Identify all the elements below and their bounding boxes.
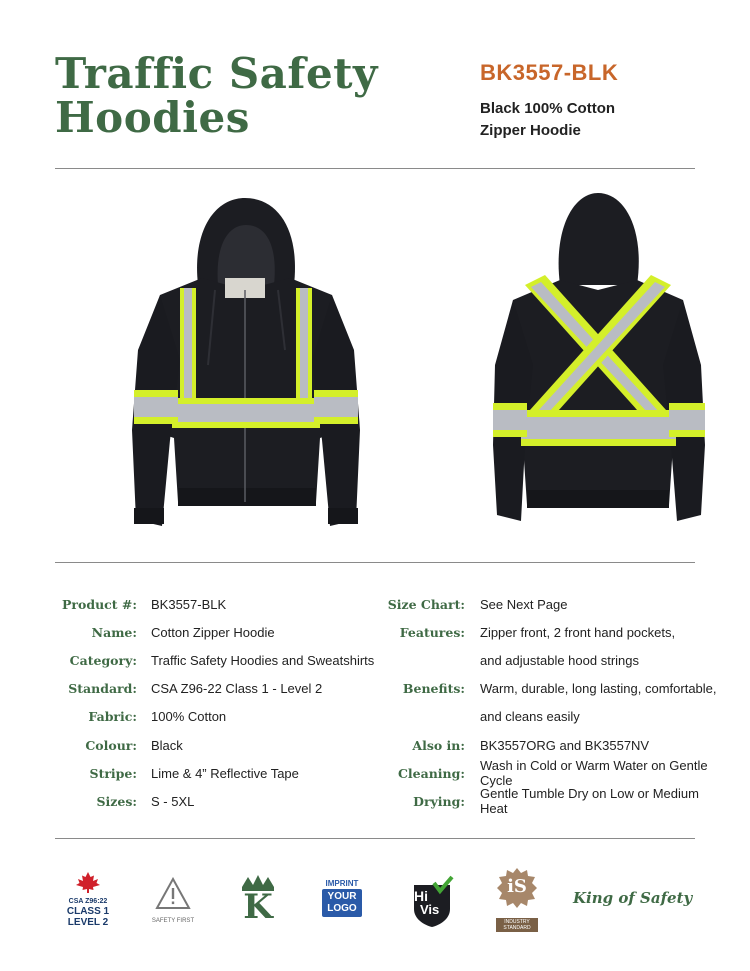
k-letter: K bbox=[243, 887, 273, 927]
title-line-1: Traffic Safety bbox=[55, 49, 378, 98]
logo-text: LOGO bbox=[327, 903, 357, 914]
spec-label-also-in: Also in: bbox=[412, 737, 465, 753]
subtitle-line-1: Black 100% Cotton bbox=[480, 100, 616, 117]
spec-value-features: Zipper front, 2 front hand pockets, bbox=[480, 624, 676, 640]
hi-text: Hi bbox=[414, 888, 428, 904]
product-subtitle bbox=[480, 98, 660, 142]
csa-class-text: CLASS 1 bbox=[66, 906, 110, 917]
specs-right-labels bbox=[370, 590, 465, 816]
spec-label-standard: Standard: bbox=[68, 681, 137, 697]
king-of-safety-wordmark: King of Safety bbox=[573, 889, 693, 907]
spec-label-sizes: Sizes: bbox=[96, 793, 137, 809]
spec-label-size-chart: Size Chart: bbox=[387, 596, 465, 612]
certification-logos bbox=[0, 865, 750, 935]
spec-label-benefits: Benefits: bbox=[402, 681, 465, 697]
specs-right-values bbox=[480, 590, 720, 816]
spec-value-standard: CSA Z96-22 Class 1 - Level 2 bbox=[151, 681, 323, 697]
spec-label-fabric: Fabric: bbox=[88, 709, 137, 725]
industry-text: INDUSTRY bbox=[504, 919, 530, 925]
specs-left-labels bbox=[40, 590, 137, 816]
spec-label-cleaning: Cleaning: bbox=[397, 765, 465, 781]
warning-triangle-icon bbox=[155, 877, 191, 911]
hoodie-back-image bbox=[485, 185, 710, 535]
spec-value-category: Traffic Safety Hoodies and Sweatshirts bbox=[151, 652, 375, 668]
imprint-text: IMPRINT bbox=[325, 879, 359, 888]
your-text: YOUR bbox=[327, 891, 357, 902]
industry-standard-logo bbox=[496, 867, 538, 931]
title-line-2: Hoodies bbox=[55, 93, 250, 142]
spec-label-category: Category: bbox=[69, 652, 137, 668]
spec-value-cleaning: Wash in Cold or Warm Water on Gentle Cycle bbox=[480, 758, 708, 789]
imprint-your-logo bbox=[322, 879, 362, 931]
safety-first-logo bbox=[150, 877, 196, 933]
spec-label-stripe: Stripe: bbox=[89, 765, 137, 781]
specs-left-values bbox=[151, 590, 381, 816]
divider-top bbox=[55, 168, 695, 169]
spec-label-features: Features: bbox=[399, 624, 465, 640]
spec-value-stripe: Lime & 4” Reflective Tape bbox=[151, 765, 299, 781]
spec-value-features-cont: and adjustable hood strings bbox=[480, 652, 640, 668]
spec-value-colour: Black bbox=[151, 737, 183, 753]
spec-label-drying: Drying: bbox=[413, 793, 465, 809]
subtitle-line-2: Zipper Hoodie bbox=[480, 122, 581, 139]
spec-value-product-number: BK3557-BLK bbox=[151, 596, 227, 612]
is-letters: iS bbox=[507, 876, 527, 897]
spec-value-benefits-cont: and cleans easily bbox=[480, 709, 580, 725]
vis-text: Vis bbox=[420, 902, 440, 917]
maple-leaf-icon bbox=[74, 871, 102, 893]
hoodie-front-image bbox=[120, 190, 370, 540]
page-title bbox=[55, 49, 378, 142]
standard-text: STANDARD bbox=[503, 925, 531, 931]
csa-level-text: LEVEL 2 bbox=[67, 917, 109, 928]
spec-value-name: Cotton Zipper Hoodie bbox=[151, 624, 275, 640]
divider-bottom bbox=[55, 838, 695, 839]
product-sku: BK3557-BLK bbox=[480, 60, 619, 85]
spec-label-benefits-cont bbox=[370, 703, 465, 731]
csa-standard-text: CSA Z96:22 bbox=[68, 898, 108, 905]
spec-value-fabric: 100% Cotton bbox=[151, 709, 227, 725]
spec-value-also-in: BK3557ORG and BK3557NV bbox=[480, 737, 650, 753]
spec-label-colour: Colour: bbox=[85, 737, 137, 753]
spec-label-features-cont bbox=[370, 646, 465, 674]
spec-value-sizes: S - 5XL bbox=[151, 793, 195, 809]
divider-middle bbox=[55, 562, 695, 563]
spec-label-product-number: Product #: bbox=[62, 596, 137, 612]
spec-value-size-chart: See Next Page bbox=[480, 596, 568, 612]
spec-label-name: Name: bbox=[91, 624, 137, 640]
spec-value-benefits: Warm, durable, long lasting, comfortable, bbox=[480, 681, 717, 697]
hi-vis-logo bbox=[410, 875, 454, 931]
king-k-logo bbox=[238, 873, 278, 929]
spec-value-drying: Gentle Tumble Dry on Low or Medium Heat bbox=[480, 786, 699, 817]
csa-class1-level2-logo bbox=[62, 871, 114, 933]
safety-first-text: SAFETY FIRST bbox=[151, 918, 195, 924]
